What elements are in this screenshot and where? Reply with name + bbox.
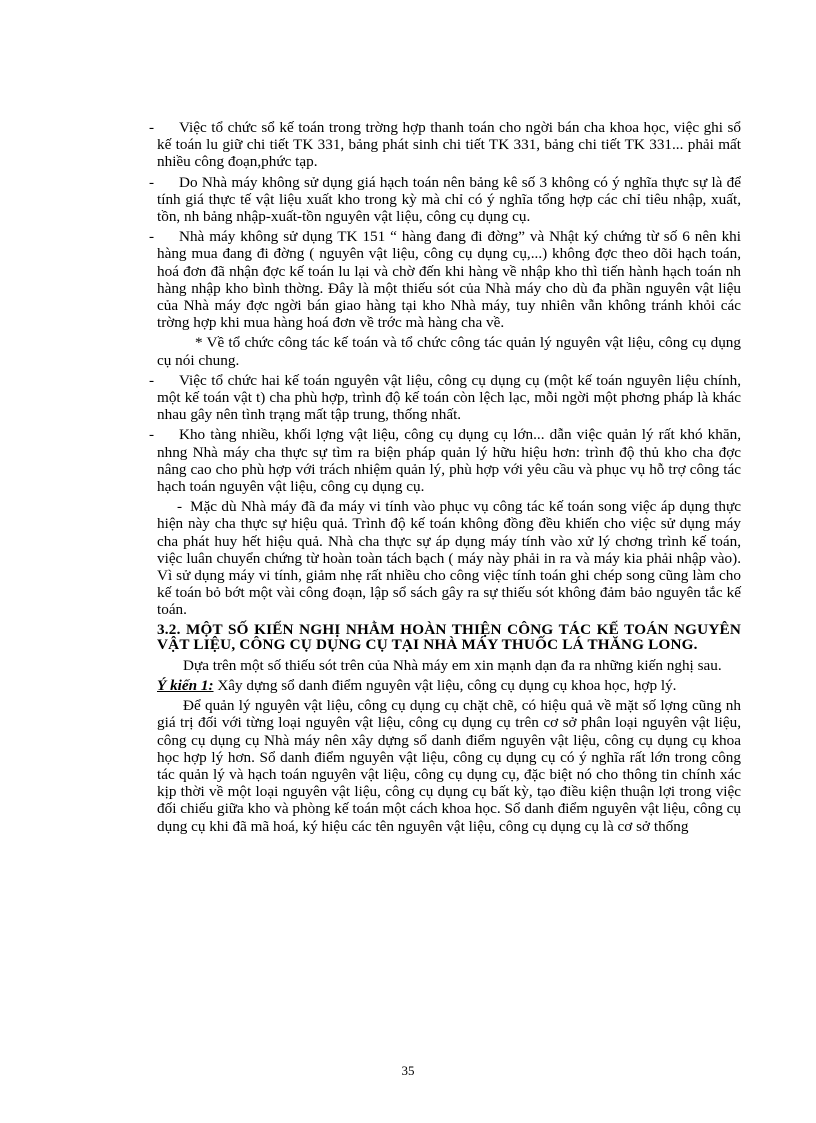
body-text [149, 119, 741, 838]
paragraph-3: - Nhà máy không sử dụng TK 151 “ hàng đang đi đờng” và Nhật ký chứng từ số 6 nên khi hàng mua đang đi đờng ( nguyên vật liệu, công cụ dụng cụ,...) không đợc theo dõi hạch toán, hoá đơn đã nhận đợc kế toán lu lại và chờ đến khi hàng về nhập kho thì tiến hành hạch toán nh hàng nhập kho bình thờng. Đây là một thiếu sót của Nhà máy cho dù đa phần nguyên vật liệu của Nhà máy đợc ngời bán giao hàng tại kho Nhà máy, tuy nhiên vẫn không tránh khỏi các trờng hợp khi mua hàng hoá đơn về trớc mà hàng cha về. [157, 228, 741, 331]
paragraph-1: - Việc tổ chức sổ kế toán trong trờng hợp thanh toán cho ngời bán cha khoa học, việc ghi sổ kế toán lu giữ chi tiết TK 331, bảng phát sinh chi tiết TK 331, bảng chi tiết TK 331... phải mất nhiều công đoạn,phức tạp. [157, 119, 741, 171]
paragraph-6: - Kho tàng nhiều, khối lợng vật liệu, công cụ dụng cụ lớn... dẫn việc quản lý rất khó khăn, nhng Nhà máy cha thực sự tìm ra biện pháp quản lý hữu hiệu hơn: trình độ thủ kho cha đợc nâng cao cho phù hợp với trách nhiệm quản lý, phù hợp với yêu cầu và phục vụ hỗ trợ công tác hạch toán nguyên vật liệu, công cụ dụng cụ. [157, 426, 741, 495]
page-number: 35 [401, 1063, 415, 1078]
bullet-dash: - [149, 119, 155, 136]
bullet-dash: - [149, 371, 155, 389]
paragraph-2: - Do Nhà máy không sử dụng giá hạch toán nên bảng kê số 3 không có ý nghĩa thực sự là để tính giá thực tế vật liệu xuất kho trong kỳ mà chỉ có ý nghĩa tổng hợp các chỉ tiêu nhập, xuất, tồn, nh bảng nhập-xuất-tồn nguyên vật liệu, công cụ dụng cụ. [157, 174, 741, 226]
paragraph-4: * Về tổ chức công tác kế toán và tổ chức công tác quản lý nguyên vật liệu, công cụ dụng cụ nói chung. [157, 334, 741, 369]
paragraph-5: - Việc tổ chức hai kế toán nguyên vật liệu, công cụ dụng cụ (một kế toán nguyên liệu chính, một kế toán vật t) cha phù hợp, trình độ kế toán còn lệch lạc, mỗi ngời một phơng pháp là khác nhau gây nên tình trạng mất tập trung, thống nhất. [157, 372, 741, 424]
section-heading: 3.2. MỘT SỐ KIẾN NGHỊ NHẰM HOÀN THIỆN CÔNG TÁC KẾ TOÁN NGUYÊN VẬT LIỆU, CÔNG CỤ DỤNG CỤ TẠI NHÀ MÁY THUỐC LÁ THĂNG LONG. [157, 620, 741, 654]
bullet-dash: - [149, 426, 155, 444]
paragraph-10: Để quản lý nguyên vật liệu, công cụ dụng cụ chặt chẽ, có hiệu quả về mặt số lợng cũng nh giá trị đối với từng loại nguyên vật liệu, công cụ dụng cụ trên cơ sở phân loại nguyên vật liệu, công cụ dụng cụ Nhà máy nên xây dựng sổ danh điểm nguyên vật liệu, công cụ dụng cụ khoa học hợp lý hơn. Sổ danh điểm nguyên vật liệu, công cụ dụng cụ có ý nghĩa rất lớn trong công tác quản lý và hạch toán nguyên vật liệu, công cụ dụng cụ, đặc biệt nó cho thông tin chính xác kịp thời về một loại nguyên vật liệu, công cụ dụng cụ bất kỳ, tạo điều kiện thuận lợi trong việc đối chiếu giữa kho và phòng kế toán một cách khoa học. Sổ danh điểm nguyên vật liệu, công cụ dụng cụ khi đã mã hoá, ký hiệu các tên nguyên vật liệu, công cụ dụng cụ là cơ sở thống [157, 697, 741, 835]
bullet-dash: - [177, 498, 183, 516]
bullet-dash: - [149, 228, 155, 246]
opinion-label: Ý kiến 1: [157, 676, 214, 694]
paragraph-7: - Mặc dù Nhà máy đã đa máy vi tính vào phục vụ công tác kế toán song việc áp dụng thực hiện này cha thực sự hiệu quả. Trình độ kế toán không đồng đều khiến cho việc sử dụng máy cha phát huy hết hiệu quả. Nhà cha thực sự áp dụng máy tính vào xử lý chơng trình kế toán, việc luân chuyển chứng từ hoàn toàn tách bạch ( máy này phải in ra và máy kia phải nhập vào). Vì sử dụng máy vi tính, giảm nhẹ rất nhiều cho công việc tính toán ghi chép song cũng làm cho kế toán bỏ bớt một vài công đoạn, lập sổ sách gây ra sự thiếu sót không đảm bảo nguyên tắc kế toán. [157, 498, 741, 619]
paragraph-8: Dựa trên một số thiếu sót trên của Nhà máy em xin mạnh dạn đa ra những kiến nghị sau. [183, 656, 722, 674]
paragraph-9: Ý kiến 1: Xây dựng sổ danh điểm nguyên vật liệu, công cụ dụng cụ khoa học, hợp lý. [157, 676, 677, 694]
bullet-dash: - [149, 173, 155, 191]
